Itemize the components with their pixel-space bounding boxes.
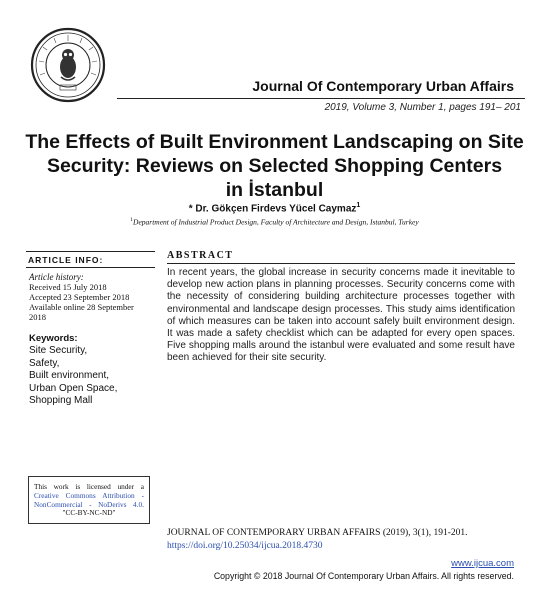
keyword-item: Shopping Mall <box>29 395 93 406</box>
affiliation-superscript: 1 <box>130 217 134 223</box>
license-code: "CC-BY-NC-ND" <box>62 508 116 518</box>
doi-link[interactable]: https://doi.org/10.25034/ijcua.2018.4730 <box>167 541 323 551</box>
history-accepted: Accepted 23 September 2018 <box>29 292 130 302</box>
history-received: Received 15 July 2018 <box>29 282 107 292</box>
article-title <box>0 130 549 202</box>
history-online-year: 2018 <box>29 312 46 322</box>
keyword-item: Built environment, <box>29 370 110 381</box>
license-box <box>28 476 150 524</box>
keywords-label: Keywords: <box>29 333 78 344</box>
license-text: This work is licensed under a <box>34 482 144 491</box>
article-info-panel <box>26 251 155 408</box>
issue-line: 2019, Volume 3, Number 1, pages 191– 201 <box>324 102 521 113</box>
author-superscript: 1 <box>356 202 361 209</box>
affiliation <box>0 217 549 227</box>
author-line <box>0 202 549 214</box>
journal-name: Journal Of Contemporary Urban Affairs <box>252 78 514 94</box>
header-divider <box>117 98 525 99</box>
title-line: in İstanbul <box>225 179 324 201</box>
license-link[interactable]: Creative Commons Attribution - <box>34 490 144 500</box>
affiliation-text: Department of Industrial Product Design, Faculty of Architecture and Design, Istanbul, Turkey <box>133 217 419 227</box>
citation-block <box>167 527 527 553</box>
info-top-rule <box>26 251 155 252</box>
keyword-item: Safety, <box>29 357 60 369</box>
title-line: Security: Reviews on Selected Shopping Centers <box>46 155 503 177</box>
journal-website-link[interactable]: www.ijcua.com <box>451 558 514 569</box>
abstract-rule <box>167 263 515 264</box>
author-name: * Dr. Gökçen Firdevs Yücel Caymaz <box>188 203 357 215</box>
citation-text: JOURNAL OF CONTEMPORARY URBAN AFFAIRS (2019), 3(1), 191-201. <box>167 528 468 538</box>
history-online: Available online 28 September <box>29 302 134 312</box>
abstract-text: In recent years, the global increase in security concerns made it inevitable to develop new action plans in planning processes. Security concerns come with the necessity of considering building architecture processes together with environmental and landscape design processes. This study aims identification of which measures can be taken into account safely built environment design. It was made a safety checklist which can be adapted for every open spaces. Five shopping malls around the istanbul were evaluated and some result have been achieved for their site security. <box>167 267 515 364</box>
abstract-section <box>167 250 515 365</box>
license-link-cont[interactable]: NonCommercial - NoDerivs 4.0. <box>34 499 144 509</box>
keyword-item: Site Security, <box>29 345 88 356</box>
abstract-heading: ABSTRACT <box>167 250 234 261</box>
history-label: Article history: <box>29 272 84 282</box>
copyright-notice: Copyright © 2018 Journal Of Contemporary Urban Affairs. All rights reserved. <box>213 571 514 581</box>
keyword-item: Urban Open Space, <box>29 382 118 394</box>
article-info-heading: ARTICLE INFO: <box>28 255 104 265</box>
title-line: The Effects of Built Environment Landscaping on Site <box>25 131 524 153</box>
info-mid-rule <box>26 267 155 268</box>
